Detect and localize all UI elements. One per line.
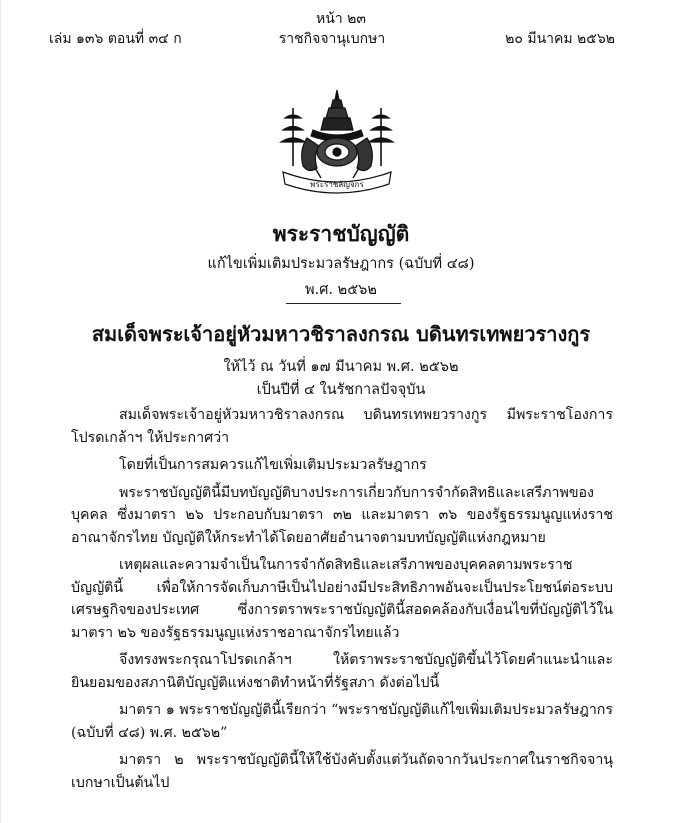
title-divider [286,303,401,304]
publication-name: ราชกิจจานุเบกษา [278,31,386,47]
publication-date: ๒๐ มีนาคม ๒๕๖๒ [505,31,615,47]
volume-issue: เล่ม ๑๓๖ ตอนที่ ๓๔ ก [49,31,182,47]
royal-garuda-crown-emblem-icon [263,88,411,198]
page-number: หน้า ๒๓ [316,11,366,27]
section-1: มาตรา ๑ พระราชบัญญัตินี้เรียกว่า “พระราชบัญญัติแก้ไขเพิ่มเติมประมวลรัษฎากร (ฉบับที่ ๔๘) พ.ศ. ๒๕๖๒” [71,702,613,741]
act-year: พ.ศ. ๒๕๖๒ [305,282,377,298]
paragraph-proclamation: สมเด็จพระเจ้าอยู่หัวมหาวชิราลงกรณ บดินทรเทพยวรางกูร มีพระราชโองการโปรดเกล้าฯ ให้ประกาศว่า [71,407,613,446]
gazette-header [49,28,615,50]
paragraph-enactment: จึงทรงพระกรุณาโปรดเกล้าฯ ให้ตราพระราชบัญญัติขึ้นไว้โดยคำแนะนำและยินยอมของสภานิติบัญญัติแห่งชาติทำหน้าที่รัฐสภา ดังต่อไปนี้ [71,652,613,691]
king-name: สมเด็จพระเจ้าอยู่หัวมหาวชิราลงกรณ บดินทรเทพยวรางกูร [91,322,591,346]
act-title: พระราชบัญญัติ [272,221,410,246]
reign-year: เป็นปีที่ ๔ ในรัชกาลปัจจุบัน [256,382,426,398]
paragraph-purpose: โดยที่เป็นการสมควรแก้ไขเพิ่มเติมประมวลรัษฎากร [119,457,427,473]
act-subtitle: แก้ไขเพิ่มเติมประมวลรัษฎากร (ฉบับที่ ๔๘) [207,256,475,272]
paragraph-reasons: เหตุผลและความจำเป็นในการจำกัดสิทธิและเสรีภาพของบุคคลตามพระราชบัญญัตินี้ เพื่อให้การจัดเก็บภาษีเป็นไปอย่างมีประสิทธิภาพอันจะเป็นประโยชน์ต่อระบบเศรษฐกิจของประเทศ ซึ่งการตราพระราชบัญญัตินี้สอดคล้องกับเงื่อนไขที่บัญญัติไว้ในมาตรา ๒๖ ของรัฐธรรมนูญแห่งราชอาณาจักรไทยแล้ว [71,557,613,641]
section-2: มาตรา ๒ พระราชบัญญัตินี้ให้ใช้บังคับตั้งแต่วันถัดจากวันประกาศในราชกิจจานุเบกษาเป็นต้นไป [71,752,613,791]
paragraph-rights-limitation: พระราชบัญญัตินี้มีบทบัญญัติบางประการเกี่ยวกับการจำกัดสิทธิและเสรีภาพของบุคคล ซึ่งมาตรา ๒๖ ประกอบกับมาตรา ๓๒ และมาตรา ๓๖ ของรัฐธรรมนูญแห่งราชอาณาจักรไทย บัญญัติให้กระทำได้โดยอาศัยอำนาจตามบทบัญญัติแห่งกฎหมาย [71,484,613,546]
emblem-ribbon-text: พระราชลัญจกร [310,180,364,189]
act-body [71,404,613,799]
given-date: ให้ไว้ ณ วันที่ ๑๗ มีนาคม พ.ศ. ๒๕๖๒ [223,359,459,375]
